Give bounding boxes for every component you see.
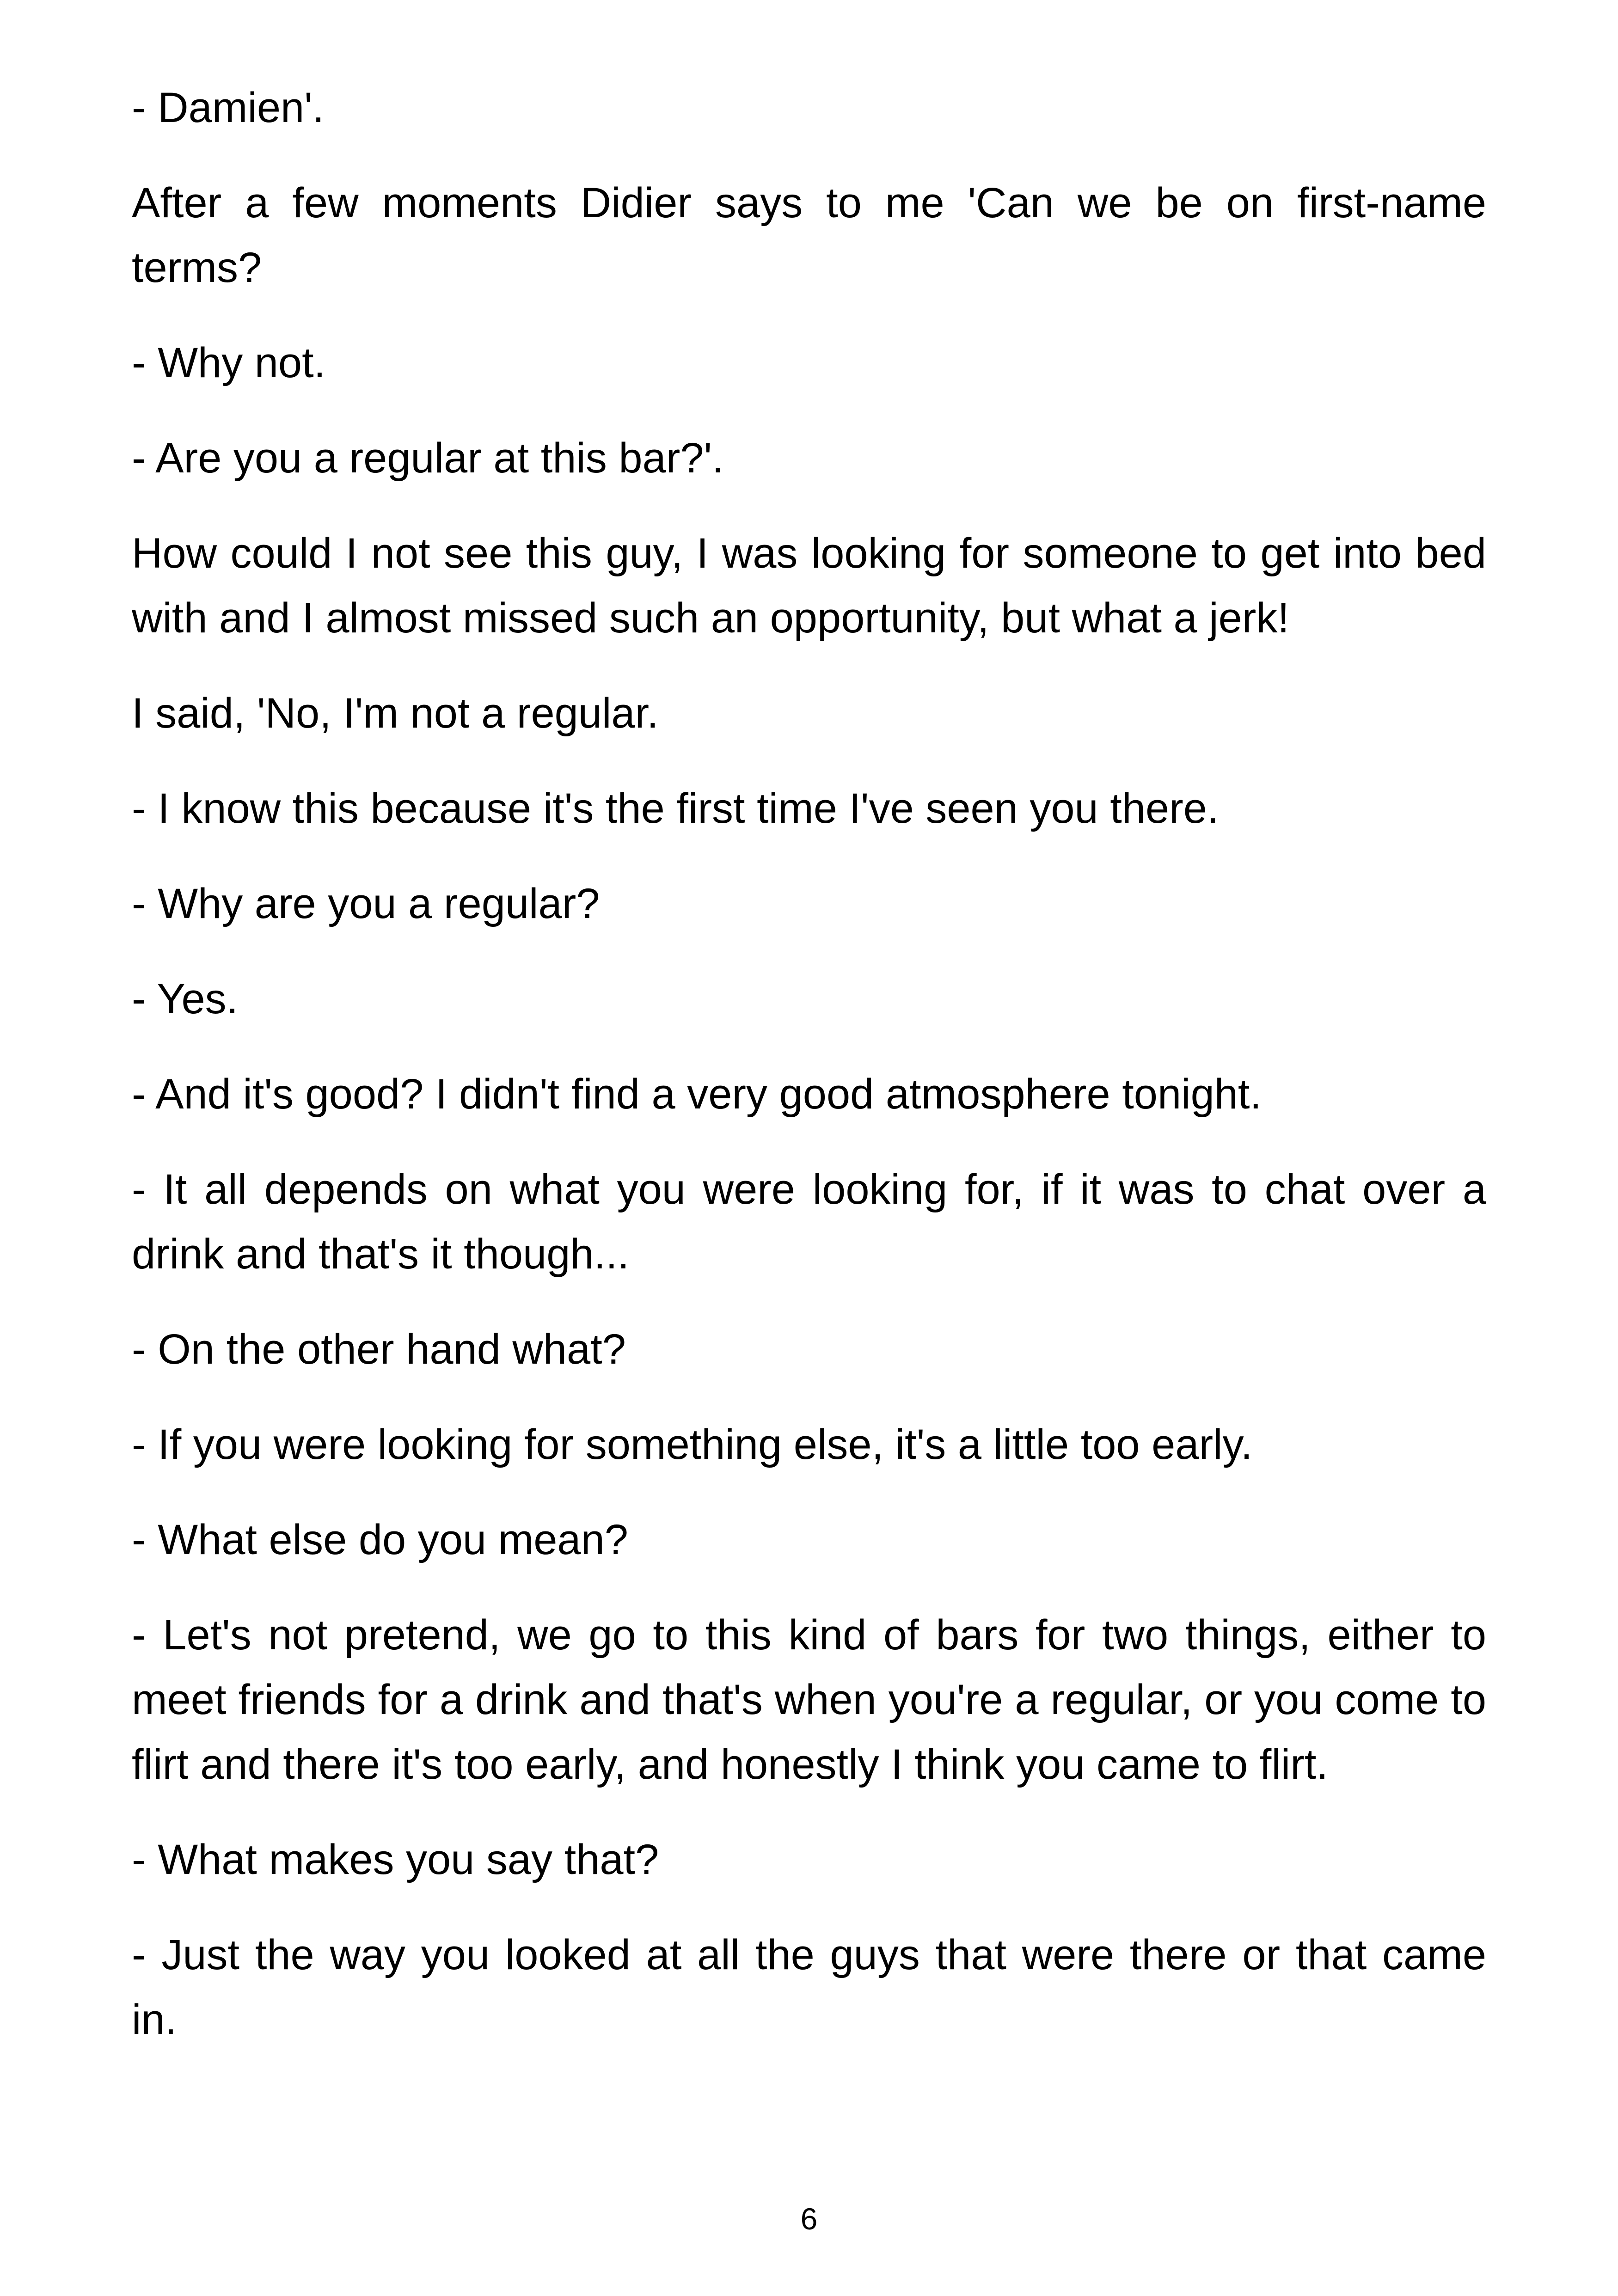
paragraph: - Why not.: [132, 339, 326, 386]
paragraph: - What else do you mean?: [132, 1516, 628, 1563]
paragraph: - Why are you a regular?: [132, 880, 600, 927]
page-body: [132, 75, 1486, 2082]
page-number: 6: [800, 2202, 818, 2236]
paragraph: How could I not see this guy, I was looking for someone to get into bed with and I almost missed such an opportunity, but what a jerk!: [132, 530, 1486, 642]
paragraph: - Yes.: [132, 975, 239, 1022]
paragraph: - What makes you say that?: [132, 1836, 659, 1883]
paragraph: - On the other hand what?: [132, 1326, 626, 1373]
paragraph: - Just the way you looked at all the guys that were there or that came in.: [132, 1931, 1486, 2043]
paragraph: - I know this because it's the first time I've seen you there.: [132, 785, 1219, 832]
paragraph: - It all depends on what you were looking for, if it was to chat over a drink and that's it though...: [132, 1166, 1486, 1278]
paragraph: - Are you a regular at this bar?'.: [132, 435, 724, 482]
paragraph: - Damien'.: [132, 84, 325, 131]
paragraph: - Let's not pretend, we go to this kind of bars for two things, either to meet friends for a drink and that's when you're a regular, or you come to flirt and there it's too early, and honestly I think you came to flirt.: [132, 1611, 1486, 1788]
paragraph: After a few moments Didier says to me 'Can we be on first-name terms?: [132, 179, 1486, 291]
paragraph: I said, 'No, I'm not a regular.: [132, 690, 659, 737]
paragraph: - And it's good? I didn't find a very good atmosphere tonight.: [132, 1071, 1262, 1118]
paragraph: - If you were looking for something else, it's a little too early.: [132, 1421, 1253, 1468]
